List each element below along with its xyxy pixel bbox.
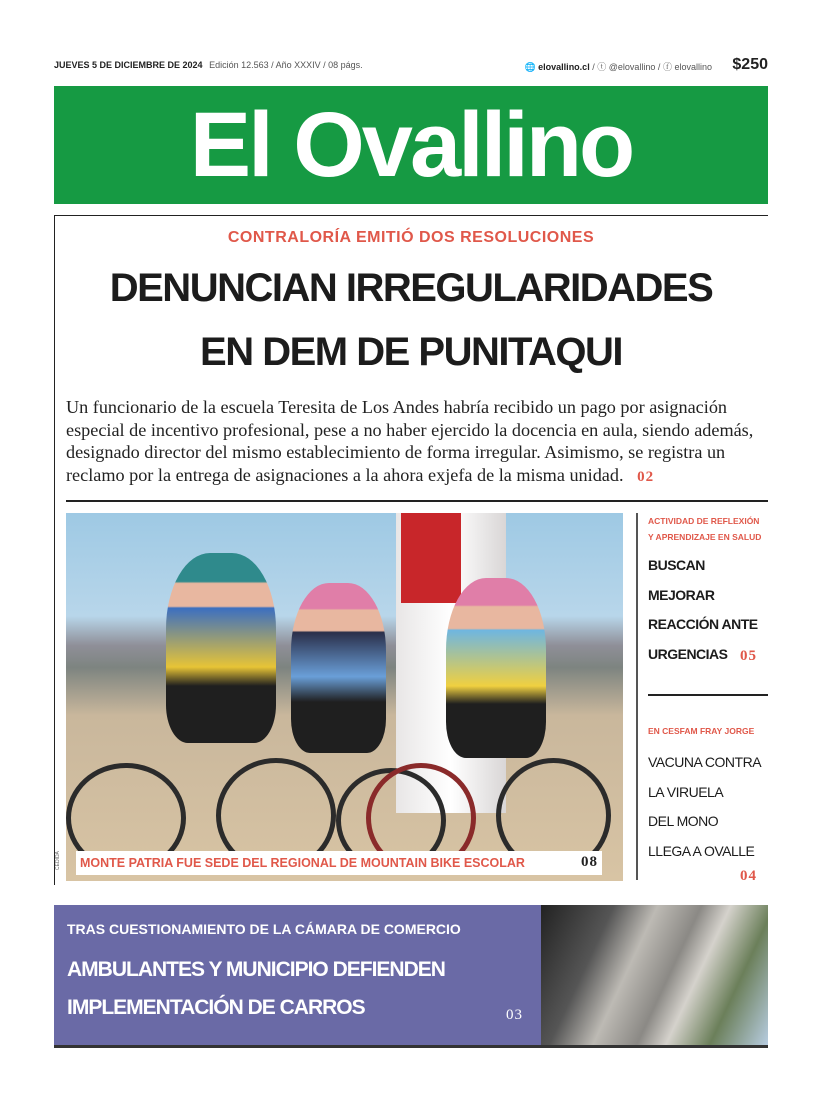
side-1-line: BUSCAN (648, 557, 705, 573)
twitter-handle[interactable]: @elovallino (608, 62, 656, 72)
lead-kicker (54, 229, 768, 247)
globe-icon: 🌐 (524, 62, 536, 72)
side-1-line: MEJORAR (648, 586, 715, 603)
side-1-kicker-line-1: ACTIVIDAD DE REFLEXIÓN (648, 516, 760, 526)
masthead (54, 86, 768, 204)
lead-body-text: Un funcionario de la escuela Teresita de Los Andes habría recibido un pago por asignación especial de incentivo profesional, pese a no haber ejercido la docencia en aula, siendo además, designado director del mismo establecimiento de forma irregular. Asimismo, se registra un reclamo por la entrega de asignaciones a la ahora exjefa de la misma unidad. (66, 397, 754, 485)
bottom-kicker (67, 921, 461, 937)
top-bar (54, 56, 768, 76)
photo-caption[interactable] (76, 851, 602, 875)
side-1-line: REACCIÓN ANTE (648, 616, 758, 632)
bottom-headline-text-2: IMPLEMENTACIÓN DE CARROS (67, 996, 365, 1019)
social-links: 🌐 elovallino.cl / ⓣ @elovallino / ⓕ elovallino (524, 62, 712, 72)
side-2-kicker-line-1: EN CESFAM FRAY JORGE (648, 726, 755, 736)
lead-page-ref: 02 (637, 468, 655, 485)
bottom-story[interactable] (54, 905, 541, 1045)
lead-headline-line-1[interactable] (54, 258, 768, 318)
side-1-line: URGENCIAS (648, 645, 728, 662)
lead-headline-text-2: EN DEM DE PUNITAQUI (200, 330, 622, 374)
bottom-page-ref: 03 (506, 1007, 523, 1023)
side-1-kicker-line-2: Y APRENDIZAJE EN SALUD (648, 532, 762, 542)
bottom-headline-line-1 (67, 951, 445, 989)
photo-page-ref: 08 (581, 854, 598, 870)
lead-headline-line-2[interactable] (54, 322, 768, 382)
column-rule (636, 513, 638, 880)
bottom-kicker-text: TRAS CUESTIONAMIENTO DE LA CÁMARA DE COMERCIO (67, 921, 461, 937)
side-2-line: LA VIRUELA (648, 783, 724, 800)
edition-info: Edición 12.563 / Año XXXIV / 08 págs. (209, 60, 363, 70)
photo-caption-text: MONTE PATRIA FUE SEDE DEL REGIONAL DE MOUNTAIN BIKE ESCOLAR (80, 856, 525, 870)
logo: El Ovallino (189, 94, 633, 196)
photo-credit: CEDIDA (55, 851, 61, 870)
side-2-line: DEL MONO (648, 813, 719, 829)
price: $250 (732, 56, 768, 73)
food-cart-photo (541, 905, 768, 1045)
side-2-line: VACUNA CONTRA (648, 754, 762, 770)
bottom-headline-text-1: AMBULANTES Y MUNICIPIO DEFIENDEN (67, 958, 445, 981)
side-2-page-ref: 04 (740, 868, 757, 884)
issue-date: JUEVES 5 DE DICIEMBRE DE 2024 (54, 60, 203, 70)
website-link[interactable]: elovallino.cl (538, 62, 590, 72)
facebook-icon: ⓕ (662, 62, 672, 72)
bottom-headline-line-2 (67, 989, 365, 1027)
side-story-2-headline[interactable] (648, 748, 768, 866)
lead-headline-text-1: DENUNCIAN IRREGULARIDADES (109, 266, 713, 310)
side-story-1-kicker (648, 513, 761, 545)
side-story-2-kicker (648, 723, 754, 739)
mountain-bike-photo (66, 513, 623, 881)
twitter-icon: ⓣ (597, 62, 607, 72)
bottom-rule (54, 1045, 768, 1048)
side-2-line: LLEGA A OVALLE (648, 842, 755, 859)
facebook-handle[interactable]: elovallino (674, 62, 712, 72)
lead-kicker-text: CONTRALORÍA EMITIÓ DOS RESOLUCIONES (227, 229, 595, 246)
divider (648, 694, 768, 696)
lead-body (66, 396, 766, 488)
side-1-page-ref: 05 (740, 648, 757, 664)
divider (66, 500, 768, 502)
